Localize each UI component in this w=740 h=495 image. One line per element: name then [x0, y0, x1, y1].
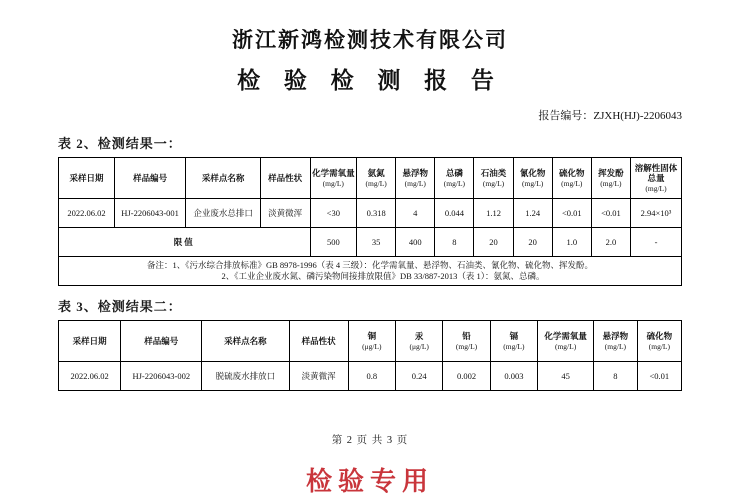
table-row: [59, 199, 682, 228]
col-header: [357, 158, 396, 199]
col-header: [443, 321, 490, 362]
cell: 20: [474, 228, 513, 257]
col-header-name: 化学需氧量: [312, 168, 355, 178]
col-header: [59, 321, 121, 362]
cell: 企业废水总排口: [186, 199, 261, 228]
col-header-name: 镉: [509, 331, 519, 341]
col-header: [435, 158, 474, 199]
col-header-name: 氨氮: [367, 168, 385, 178]
col-header: [59, 158, 115, 199]
cell: 脱硫废水排放口: [202, 362, 289, 391]
col-header: [490, 321, 537, 362]
col-header-unit: (mg/L): [443, 178, 466, 188]
col-header-name: 样品性状: [268, 172, 303, 183]
cell: 0.002: [443, 362, 490, 391]
table2-container: [58, 157, 682, 286]
col-header-name: 硫化物: [646, 331, 673, 341]
note-line-2: 2、《工业企业废水氮、磷污染物间接排放限值》DB 33/887-2013（表 1）：氨氮、总磷。: [221, 271, 545, 281]
table-row-limits: [59, 228, 682, 257]
cell: 1.12: [474, 199, 513, 228]
col-header: [121, 321, 202, 362]
col-header-name: 挥发酚: [598, 168, 624, 178]
col-header-name: 悬浮物: [402, 168, 429, 178]
col-header-name: 悬浮物: [602, 331, 629, 341]
col-header-name: 采样点名称: [224, 335, 267, 346]
col-header-unit: (mg/L): [365, 178, 387, 188]
cell: 2.0: [591, 228, 630, 257]
cell: 0.044: [435, 199, 474, 228]
report-number-label: 报告编号：: [538, 110, 594, 122]
table3-container: [58, 320, 682, 391]
section-title-table3: 表 3、检测结果二：: [58, 299, 182, 314]
cell: 35: [357, 228, 396, 257]
col-header-unit: (mg/L): [322, 178, 344, 188]
cell: 8: [435, 228, 474, 257]
col-header-name: 采样日期: [72, 335, 107, 346]
col-header-unit: (mg/L): [648, 341, 670, 351]
cell: 1.0: [552, 228, 591, 257]
page-title: 检 验 检 测 报 告: [237, 68, 503, 93]
col-header: [538, 321, 594, 362]
col-header-name: 化学需氧量: [544, 331, 587, 341]
document-header: [0, 0, 740, 95]
results-table-2: [58, 320, 682, 391]
col-header-name: 溶解性固体总量: [634, 162, 678, 184]
col-header-name: 样品编号: [133, 172, 168, 183]
cell: 淡黄微浑: [260, 199, 310, 228]
col-header-name: 采样点名称: [201, 172, 245, 183]
table-note: [59, 257, 682, 286]
col-header-unit: (mg/L): [482, 178, 505, 188]
col-header: [513, 158, 552, 199]
cell: 8: [594, 362, 638, 391]
limit-label: 限值: [59, 228, 311, 257]
col-header-unit: (mg/L): [554, 341, 577, 351]
cell: 20: [513, 228, 552, 257]
col-header-name: 石油类: [480, 168, 507, 178]
col-header: [396, 321, 443, 362]
report-number: [0, 107, 740, 123]
col-header: [202, 321, 289, 362]
cell: 500: [310, 228, 357, 257]
cell: HJ-2206043-002: [121, 362, 202, 391]
col-header: [474, 158, 513, 199]
col-header-unit: (mg/L): [404, 178, 426, 188]
cell: 2022.06.02: [59, 362, 121, 391]
col-header: [591, 158, 630, 199]
col-header-name: 氰化物: [519, 168, 546, 178]
col-header-name: 样品性状: [301, 335, 336, 346]
cell: 0.003: [490, 362, 537, 391]
col-header-unit: (mg/L): [600, 178, 622, 188]
cell: 2022.06.02: [59, 199, 115, 228]
col-header-name: 铜: [367, 331, 377, 341]
col-header: [637, 321, 681, 362]
col-header-unit: (mg/L): [604, 341, 627, 351]
cell: 0.24: [396, 362, 443, 391]
col-header-name: 采样日期: [69, 172, 104, 183]
col-header: [114, 158, 185, 199]
col-header-unit: (μg/L): [362, 341, 382, 351]
cell: 4: [396, 199, 435, 228]
cell: 0.318: [357, 199, 396, 228]
col-header: [630, 158, 681, 199]
note-label: 备注：: [146, 260, 173, 271]
table-row: [59, 362, 682, 391]
table-header-row: [59, 158, 682, 199]
col-header-name: 铅: [462, 331, 471, 341]
col-header-name: 总磷: [445, 168, 463, 178]
section-title-table2: 表 2、检测结果一：: [58, 136, 182, 151]
col-header-unit: (mg/L): [503, 341, 525, 351]
cell: 45: [538, 362, 594, 391]
col-header: [186, 158, 261, 199]
table-header-row: [59, 321, 682, 362]
seal-stamp: 检验专用: [305, 467, 434, 495]
col-header-name: 硫化物: [559, 168, 585, 178]
col-header: [289, 321, 348, 362]
col-header: [260, 158, 310, 199]
col-header-unit: (mg/L): [561, 178, 583, 188]
note-label-line: [60, 260, 680, 271]
report-number-value: ZJXH(HJ)-2206043: [593, 110, 682, 122]
cell: 1.24: [513, 199, 552, 228]
results-table-1: [58, 157, 682, 286]
cell: 2.94×10³: [630, 199, 681, 228]
col-header: [348, 321, 395, 362]
cell: <30: [310, 199, 357, 228]
col-header-unit: (mg/L): [645, 183, 667, 193]
col-header-name: 样品编号: [144, 335, 179, 346]
note-line-1: 1、《污水综合排放标准》GB 8978-1996（表 4 三级）：化学需氧量、悬浮物、石油类、氰化物、硫化物、挥发酚。: [172, 260, 594, 271]
table-row-note: [59, 257, 682, 286]
col-header-unit: (mg/L): [455, 341, 478, 351]
page-footer: 第 2 页 共 3 页: [331, 435, 409, 446]
col-header-name: 汞: [414, 331, 424, 341]
col-header-unit: (mg/L): [522, 178, 544, 188]
cell: 0.8: [348, 362, 395, 391]
company-title: 浙江新鸿检测技术有限公司: [232, 28, 508, 52]
col-header: [552, 158, 591, 199]
cell: HJ-2206043-001: [114, 199, 185, 228]
col-header: [310, 158, 357, 199]
cell: 淡黄微浑: [289, 362, 348, 391]
cell: -: [630, 228, 681, 257]
col-header: [396, 158, 435, 199]
cell: 400: [396, 228, 435, 257]
cell: <0.01: [637, 362, 681, 391]
col-header: [594, 321, 638, 362]
cell: <0.01: [552, 199, 591, 228]
col-header-unit: (μg/L): [409, 341, 429, 351]
cell: <0.01: [591, 199, 630, 228]
